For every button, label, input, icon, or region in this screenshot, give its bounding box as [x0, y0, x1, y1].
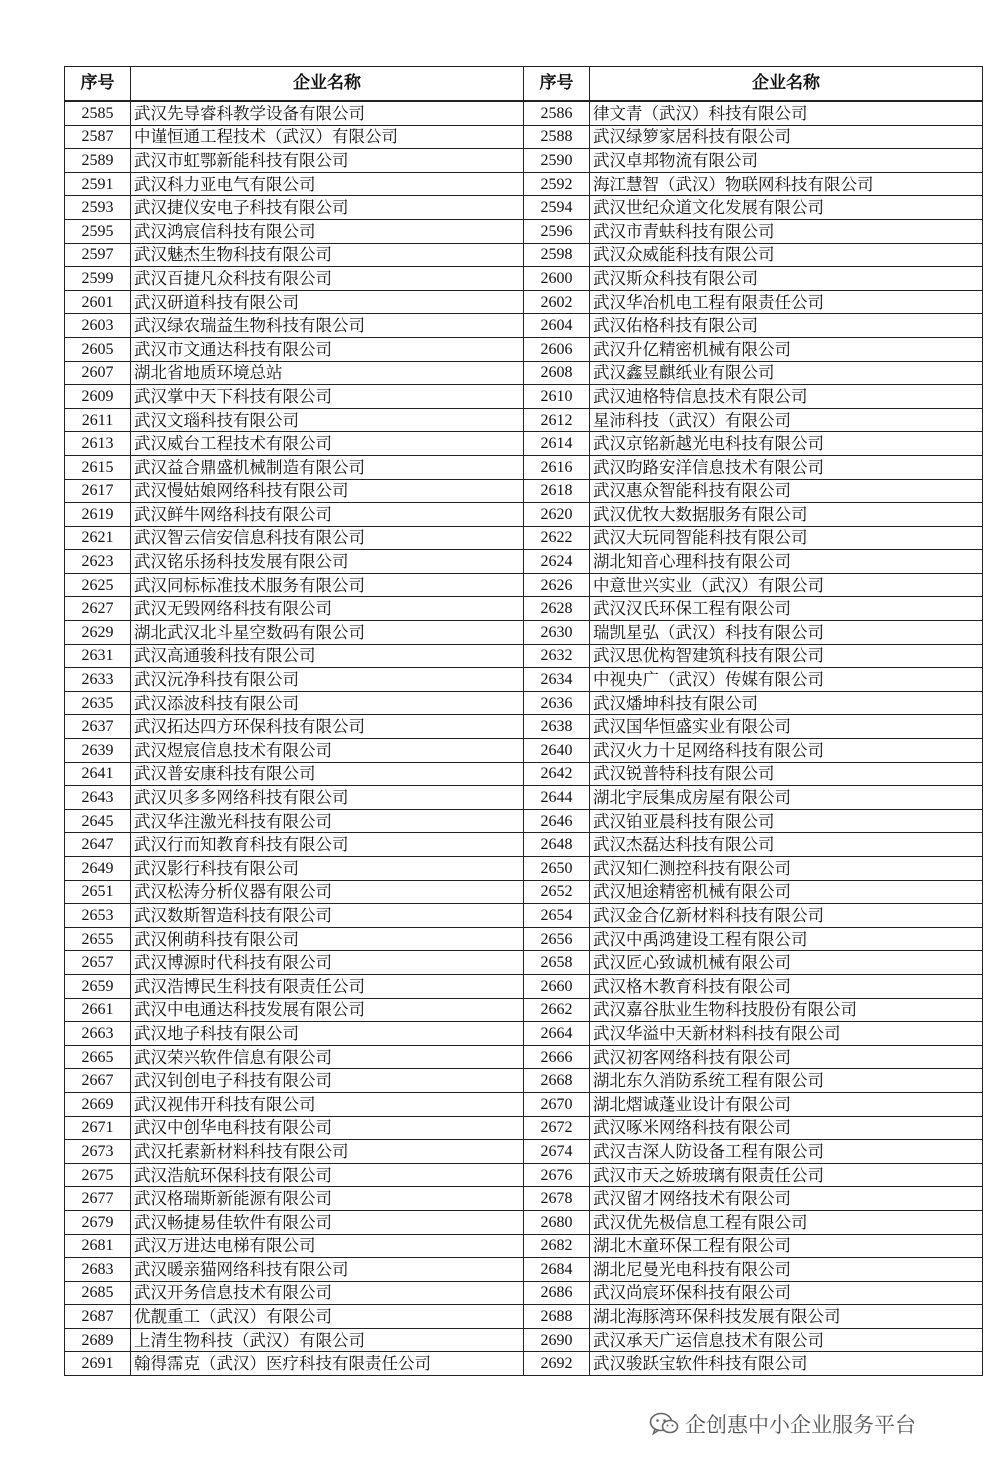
name-right-cell: 武汉尚宸环保科技有限公司: [590, 1281, 983, 1305]
name-right-cell: 武汉嘉谷肽业生物科技股份有限公司: [590, 998, 983, 1022]
name-right-cell: 中视央广（武汉）传媒有限公司: [590, 668, 983, 692]
table-row: [65, 1187, 983, 1211]
seq-left-cell: 2611: [65, 408, 131, 432]
name-right-cell: 武汉市青蚨科技有限公司: [590, 219, 983, 243]
watermark: [649, 1407, 916, 1441]
seq-right-cell: 2618: [524, 479, 590, 503]
seq-right-cell: 2624: [524, 550, 590, 574]
name-right-cell: 武汉佑格科技有限公司: [590, 314, 983, 338]
seq-left-cell: 2619: [65, 503, 131, 527]
table-row: [65, 644, 983, 668]
name-right-cell: 武汉众威能科技有限公司: [590, 243, 983, 267]
seq-left-cell: 2633: [65, 668, 131, 692]
name-left-cell: 武汉鲜牛网络科技有限公司: [131, 503, 524, 527]
name-right-cell: 武汉杰磊达科技有限公司: [590, 833, 983, 857]
seq-left-cell: 2629: [65, 621, 131, 645]
seq-right-cell: 2640: [524, 739, 590, 763]
seq-right-cell: 2594: [524, 196, 590, 220]
table-row: [65, 149, 983, 173]
name-right-cell: 武汉华冶机电工程有限责任公司: [590, 290, 983, 314]
name-right-cell: 武汉斯众科技有限公司: [590, 267, 983, 291]
table-row: [65, 904, 983, 928]
table-row: [65, 1281, 983, 1305]
name-right-cell: 武汉燔坤科技有限公司: [590, 691, 983, 715]
name-right-cell: 武汉骏跃宝软件科技有限公司: [590, 1352, 983, 1376]
seq-left-cell: 2657: [65, 951, 131, 975]
seq-right-cell: 2608: [524, 361, 590, 385]
seq-left-cell: 2615: [65, 455, 131, 479]
name-left-cell: 武汉钊创电子科技有限公司: [131, 1069, 524, 1093]
seq-left-cell: 2651: [65, 880, 131, 904]
seq-right-cell: 2630: [524, 621, 590, 645]
table-row: [65, 809, 983, 833]
seq-right-cell: 2586: [524, 101, 590, 125]
name-right-cell: 瑞凯星弘（武汉）科技有限公司: [590, 621, 983, 645]
name-left-cell: 湖北省地质环境总站: [131, 361, 524, 385]
table-row: [65, 526, 983, 550]
table-row: [65, 1069, 983, 1093]
name-left-cell: 优靓重工（武汉）有限公司: [131, 1305, 524, 1329]
seq-right-cell: 2632: [524, 644, 590, 668]
seq-left-cell: 2623: [65, 550, 131, 574]
seq-right-cell: 2682: [524, 1234, 590, 1258]
name-right-cell: 武汉市天之娇玻璃有限责任公司: [590, 1163, 983, 1187]
company-list-table: [64, 66, 983, 1376]
seq-left-cell: 2687: [65, 1305, 131, 1329]
name-left-cell: 武汉无毁网络科技有限公司: [131, 597, 524, 621]
table-row: [65, 573, 983, 597]
table-row: [65, 786, 983, 810]
seq-left-cell: 2643: [65, 786, 131, 810]
name-left-cell: 武汉开务信息技术有限公司: [131, 1281, 524, 1305]
table-row: [65, 219, 983, 243]
seq-left-cell: 2641: [65, 762, 131, 786]
name-right-cell: 武汉迪格特信息技术有限公司: [590, 385, 983, 409]
seq-left-cell: 2605: [65, 337, 131, 361]
name-left-cell: 武汉中创华电科技有限公司: [131, 1116, 524, 1140]
table-row: [65, 668, 983, 692]
name-left-cell: 武汉华注激光科技有限公司: [131, 809, 524, 833]
name-right-cell: 武汉锐普特科技有限公司: [590, 762, 983, 786]
seq-right-cell: 2690: [524, 1328, 590, 1352]
name-left-cell: 武汉沅净科技有限公司: [131, 668, 524, 692]
header-name-right: 企业名称: [590, 67, 983, 102]
name-left-cell: 武汉中电通达科技发展有限公司: [131, 998, 524, 1022]
seq-left-cell: 2599: [65, 267, 131, 291]
name-right-cell: 武汉火力十足网络科技有限公司: [590, 739, 983, 763]
name-left-cell: 武汉托素新材料科技有限公司: [131, 1140, 524, 1164]
table-body: [65, 101, 983, 1376]
seq-left-cell: 2621: [65, 526, 131, 550]
table-row: [65, 337, 983, 361]
table-row: [65, 1328, 983, 1352]
name-left-cell: 武汉鸿宸信科技有限公司: [131, 219, 524, 243]
seq-left-cell: 2679: [65, 1210, 131, 1234]
table-row: [65, 290, 983, 314]
seq-left-cell: 2667: [65, 1069, 131, 1093]
name-left-cell: 武汉贝多多网络科技有限公司: [131, 786, 524, 810]
name-left-cell: 武汉格瑞斯新能源有限公司: [131, 1187, 524, 1211]
seq-left-cell: 2691: [65, 1352, 131, 1376]
seq-right-cell: 2636: [524, 691, 590, 715]
name-left-cell: 武汉荣兴软件信息有限公司: [131, 1045, 524, 1069]
table-row: [65, 385, 983, 409]
name-right-cell: 武汉卓邦物流有限公司: [590, 149, 983, 173]
name-right-cell: 武汉京铭新越光电科技有限公司: [590, 432, 983, 456]
table-row: [65, 762, 983, 786]
seq-left-cell: 2655: [65, 927, 131, 951]
seq-left-cell: 2671: [65, 1116, 131, 1140]
seq-right-cell: 2688: [524, 1305, 590, 1329]
seq-left-cell: 2665: [65, 1045, 131, 1069]
seq-right-cell: 2646: [524, 809, 590, 833]
name-right-cell: 中意世兴实业（武汉）有限公司: [590, 573, 983, 597]
name-right-cell: 武汉吉深人防设备工程有限公司: [590, 1140, 983, 1164]
name-left-cell: 武汉先导睿科教学设备有限公司: [131, 101, 524, 125]
name-right-cell: 武汉昀路安洋信息技术有限公司: [590, 455, 983, 479]
seq-right-cell: 2628: [524, 597, 590, 621]
seq-left-cell: 2631: [65, 644, 131, 668]
name-left-cell: 武汉研道科技有限公司: [131, 290, 524, 314]
table-row: [65, 927, 983, 951]
table-row: [65, 361, 983, 385]
table-row: [65, 621, 983, 645]
table-row: [65, 267, 983, 291]
seq-right-cell: 2614: [524, 432, 590, 456]
seq-right-cell: 2622: [524, 526, 590, 550]
name-left-cell: 武汉万进达电梯有限公司: [131, 1234, 524, 1258]
name-left-cell: 武汉掌中天下科技有限公司: [131, 385, 524, 409]
name-right-cell: 武汉中禹鸿建设工程有限公司: [590, 927, 983, 951]
seq-left-cell: 2589: [65, 149, 131, 173]
table-row: [65, 1258, 983, 1282]
name-left-cell: 武汉科力亚电气有限公司: [131, 172, 524, 196]
table-row: [65, 1092, 983, 1116]
seq-right-cell: 2638: [524, 715, 590, 739]
name-left-cell: 翰得霈克（武汉）医疗科技有限责任公司: [131, 1352, 524, 1376]
seq-left-cell: 2677: [65, 1187, 131, 1211]
seq-left-cell: 2585: [65, 101, 131, 125]
name-left-cell: 武汉文瑙科技有限公司: [131, 408, 524, 432]
seq-right-cell: 2684: [524, 1258, 590, 1282]
name-right-cell: 武汉初客网络科技有限公司: [590, 1045, 983, 1069]
name-right-cell: 武汉匠心致诚机械有限公司: [590, 951, 983, 975]
seq-right-cell: 2610: [524, 385, 590, 409]
name-left-cell: 武汉影行科技有限公司: [131, 857, 524, 881]
name-right-cell: 湖北熠诚蓬业设计有限公司: [590, 1092, 983, 1116]
header-row: [65, 67, 983, 102]
seq-right-cell: 2676: [524, 1163, 590, 1187]
seq-right-cell: 2678: [524, 1187, 590, 1211]
seq-right-cell: 2650: [524, 857, 590, 881]
name-right-cell: 武汉旭途精密机械有限公司: [590, 880, 983, 904]
name-right-cell: 武汉绿箩家居科技有限公司: [590, 125, 983, 149]
seq-left-cell: 2595: [65, 219, 131, 243]
seq-right-cell: 2664: [524, 1022, 590, 1046]
table-row: [65, 455, 983, 479]
name-right-cell: 湖北尼曼光电科技有限公司: [590, 1258, 983, 1282]
table-row: [65, 550, 983, 574]
table-row: [65, 1234, 983, 1258]
table-header: [65, 67, 983, 102]
name-right-cell: 武汉汉氏环保工程有限公司: [590, 597, 983, 621]
seq-right-cell: 2634: [524, 668, 590, 692]
seq-right-cell: 2654: [524, 904, 590, 928]
name-left-cell: 武汉数斯智造科技有限公司: [131, 904, 524, 928]
name-left-cell: 武汉铭乐扬科技发展有限公司: [131, 550, 524, 574]
seq-right-cell: 2658: [524, 951, 590, 975]
table-row: [65, 314, 983, 338]
header-seq-left: 序号: [65, 67, 131, 102]
seq-left-cell: 2647: [65, 833, 131, 857]
seq-right-cell: 2680: [524, 1210, 590, 1234]
seq-right-cell: 2602: [524, 290, 590, 314]
seq-right-cell: 2656: [524, 927, 590, 951]
seq-right-cell: 2606: [524, 337, 590, 361]
seq-right-cell: 2692: [524, 1352, 590, 1376]
name-left-cell: 武汉行而知教育科技有限公司: [131, 833, 524, 857]
table-row: [65, 125, 983, 149]
header-seq-right: 序号: [524, 67, 590, 102]
name-right-cell: 武汉华溢中天新材料科技有限公司: [590, 1022, 983, 1046]
table-row: [65, 196, 983, 220]
table-row: [65, 1022, 983, 1046]
seq-left-cell: 2625: [65, 573, 131, 597]
table-row: [65, 479, 983, 503]
name-left-cell: 武汉视伟开科技有限公司: [131, 1092, 524, 1116]
seq-left-cell: 2601: [65, 290, 131, 314]
name-left-cell: 武汉市虹鄂新能科技有限公司: [131, 149, 524, 173]
table-row: [65, 408, 983, 432]
name-right-cell: 武汉思优构智建筑科技有限公司: [590, 644, 983, 668]
table-row: [65, 432, 983, 456]
name-right-cell: 武汉国华恒盛实业有限公司: [590, 715, 983, 739]
seq-left-cell: 2659: [65, 974, 131, 998]
seq-left-cell: 2645: [65, 809, 131, 833]
seq-left-cell: 2669: [65, 1092, 131, 1116]
seq-left-cell: 2637: [65, 715, 131, 739]
table-row: [65, 172, 983, 196]
name-right-cell: 武汉啄米网络科技有限公司: [590, 1116, 983, 1140]
seq-right-cell: 2644: [524, 786, 590, 810]
table-row: [65, 880, 983, 904]
name-right-cell: 武汉世纪众道文化发展有限公司: [590, 196, 983, 220]
table-row: [65, 1163, 983, 1187]
seq-right-cell: 2612: [524, 408, 590, 432]
seq-left-cell: 2689: [65, 1328, 131, 1352]
seq-left-cell: 2609: [65, 385, 131, 409]
seq-right-cell: 2670: [524, 1092, 590, 1116]
seq-right-cell: 2686: [524, 1281, 590, 1305]
name-left-cell: 武汉普安康科技有限公司: [131, 762, 524, 786]
seq-right-cell: 2666: [524, 1045, 590, 1069]
table-row: [65, 101, 983, 125]
table-row: [65, 739, 983, 763]
name-right-cell: 武汉留才网络技术有限公司: [590, 1187, 983, 1211]
seq-left-cell: 2635: [65, 691, 131, 715]
seq-left-cell: 2617: [65, 479, 131, 503]
seq-right-cell: 2592: [524, 172, 590, 196]
seq-left-cell: 2627: [65, 597, 131, 621]
table-row: [65, 974, 983, 998]
seq-left-cell: 2653: [65, 904, 131, 928]
table-row: [65, 1305, 983, 1329]
name-left-cell: 中谨恒通工程技术（武汉）有限公司: [131, 125, 524, 149]
name-left-cell: 武汉俐萌科技有限公司: [131, 927, 524, 951]
seq-right-cell: 2588: [524, 125, 590, 149]
seq-right-cell: 2620: [524, 503, 590, 527]
seq-right-cell: 2672: [524, 1116, 590, 1140]
name-right-cell: 武汉鑫昱麒纸业有限公司: [590, 361, 983, 385]
name-left-cell: 武汉博源时代科技有限公司: [131, 951, 524, 975]
table-row: [65, 857, 983, 881]
table-row: [65, 1045, 983, 1069]
table-row: [65, 951, 983, 975]
name-left-cell: 上清生物科技（武汉）有限公司: [131, 1328, 524, 1352]
seq-right-cell: 2652: [524, 880, 590, 904]
name-left-cell: 武汉同标标准技术服务有限公司: [131, 573, 524, 597]
table-row: [65, 503, 983, 527]
name-left-cell: 武汉松涛分析仪器有限公司: [131, 880, 524, 904]
name-right-cell: 武汉铂亚晨科技有限公司: [590, 809, 983, 833]
table-row: [65, 1140, 983, 1164]
name-right-cell: 湖北木童环保工程有限公司: [590, 1234, 983, 1258]
name-right-cell: 武汉金合亿新材料科技有限公司: [590, 904, 983, 928]
name-left-cell: 武汉捷仪安电子科技有限公司: [131, 196, 524, 220]
seq-left-cell: 2587: [65, 125, 131, 149]
seq-right-cell: 2648: [524, 833, 590, 857]
name-left-cell: 武汉魅杰生物科技有限公司: [131, 243, 524, 267]
name-right-cell: 星沛科技（武汉）有限公司: [590, 408, 983, 432]
table-row: [65, 833, 983, 857]
name-left-cell: 武汉煜宸信息技术有限公司: [131, 739, 524, 763]
name-right-cell: 武汉格木教育科技有限公司: [590, 974, 983, 998]
seq-left-cell: 2597: [65, 243, 131, 267]
seq-right-cell: 2600: [524, 267, 590, 291]
seq-left-cell: 2603: [65, 314, 131, 338]
name-left-cell: 武汉百捷凡众科技有限公司: [131, 267, 524, 291]
table-row: [65, 243, 983, 267]
table-row: [65, 597, 983, 621]
name-right-cell: 武汉升亿精密机械有限公司: [590, 337, 983, 361]
seq-left-cell: 2675: [65, 1163, 131, 1187]
name-left-cell: 武汉威台工程技术有限公司: [131, 432, 524, 456]
seq-left-cell: 2683: [65, 1258, 131, 1282]
name-left-cell: 武汉浩航环保科技有限公司: [131, 1163, 524, 1187]
seq-right-cell: 2674: [524, 1140, 590, 1164]
seq-right-cell: 2604: [524, 314, 590, 338]
name-left-cell: 武汉智云信安信息科技有限公司: [131, 526, 524, 550]
table-row: [65, 1116, 983, 1140]
name-left-cell: 武汉高通骏科技有限公司: [131, 644, 524, 668]
name-right-cell: 武汉惠众智能科技有限公司: [590, 479, 983, 503]
table-row: [65, 715, 983, 739]
name-right-cell: 律文青（武汉）科技有限公司: [590, 101, 983, 125]
name-right-cell: 武汉承天广运信息技术有限公司: [590, 1328, 983, 1352]
seq-right-cell: 2596: [524, 219, 590, 243]
seq-right-cell: 2598: [524, 243, 590, 267]
wechat-icon: [649, 1411, 679, 1437]
seq-left-cell: 2681: [65, 1234, 131, 1258]
seq-right-cell: 2662: [524, 998, 590, 1022]
name-left-cell: 武汉畅捷易佳软件有限公司: [131, 1210, 524, 1234]
seq-right-cell: 2626: [524, 573, 590, 597]
seq-right-cell: 2668: [524, 1069, 590, 1093]
name-right-cell: 湖北知音心理科技有限公司: [590, 550, 983, 574]
name-left-cell: 武汉拓达四方环保科技有限公司: [131, 715, 524, 739]
table-row: [65, 691, 983, 715]
name-right-cell: 武汉知仁测控科技有限公司: [590, 857, 983, 881]
seq-left-cell: 2661: [65, 998, 131, 1022]
name-left-cell: 武汉地子科技有限公司: [131, 1022, 524, 1046]
name-left-cell: 武汉市文通达科技有限公司: [131, 337, 524, 361]
name-left-cell: 武汉慢姑娘网络科技有限公司: [131, 479, 524, 503]
name-right-cell: 湖北宇辰集成房屋有限公司: [590, 786, 983, 810]
seq-left-cell: 2639: [65, 739, 131, 763]
seq-left-cell: 2607: [65, 361, 131, 385]
seq-left-cell: 2673: [65, 1140, 131, 1164]
header-name-left: 企业名称: [131, 67, 524, 102]
seq-right-cell: 2616: [524, 455, 590, 479]
seq-left-cell: 2613: [65, 432, 131, 456]
name-right-cell: 武汉优牧大数据服务有限公司: [590, 503, 983, 527]
seq-right-cell: 2642: [524, 762, 590, 786]
seq-left-cell: 2685: [65, 1281, 131, 1305]
name-left-cell: 武汉绿农瑞益生物科技有限公司: [131, 314, 524, 338]
table-row: [65, 1210, 983, 1234]
name-left-cell: 武汉添波科技有限公司: [131, 691, 524, 715]
seq-left-cell: 2663: [65, 1022, 131, 1046]
watermark-text: 企创惠中小企业服务平台: [685, 1413, 916, 1437]
name-right-cell: 武汉优先极信息工程有限公司: [590, 1210, 983, 1234]
seq-left-cell: 2649: [65, 857, 131, 881]
name-right-cell: 湖北海豚湾环保科技发展有限公司: [590, 1305, 983, 1329]
name-left-cell: 武汉益合鼎盛机械制造有限公司: [131, 455, 524, 479]
name-left-cell: 武汉浩博民生科技有限责任公司: [131, 974, 524, 998]
name-right-cell: 武汉大玩同智能科技有限公司: [590, 526, 983, 550]
seq-left-cell: 2593: [65, 196, 131, 220]
seq-left-cell: 2591: [65, 172, 131, 196]
name-left-cell: 武汉暖亲猫网络科技有限公司: [131, 1258, 524, 1282]
seq-right-cell: 2590: [524, 149, 590, 173]
seq-right-cell: 2660: [524, 974, 590, 998]
table-row: [65, 1352, 983, 1376]
name-right-cell: 海江慧智（武汉）物联网科技有限公司: [590, 172, 983, 196]
name-right-cell: 湖北东久消防系统工程有限公司: [590, 1069, 983, 1093]
table-row: [65, 998, 983, 1022]
name-left-cell: 湖北武汉北斗星空数码有限公司: [131, 621, 524, 645]
